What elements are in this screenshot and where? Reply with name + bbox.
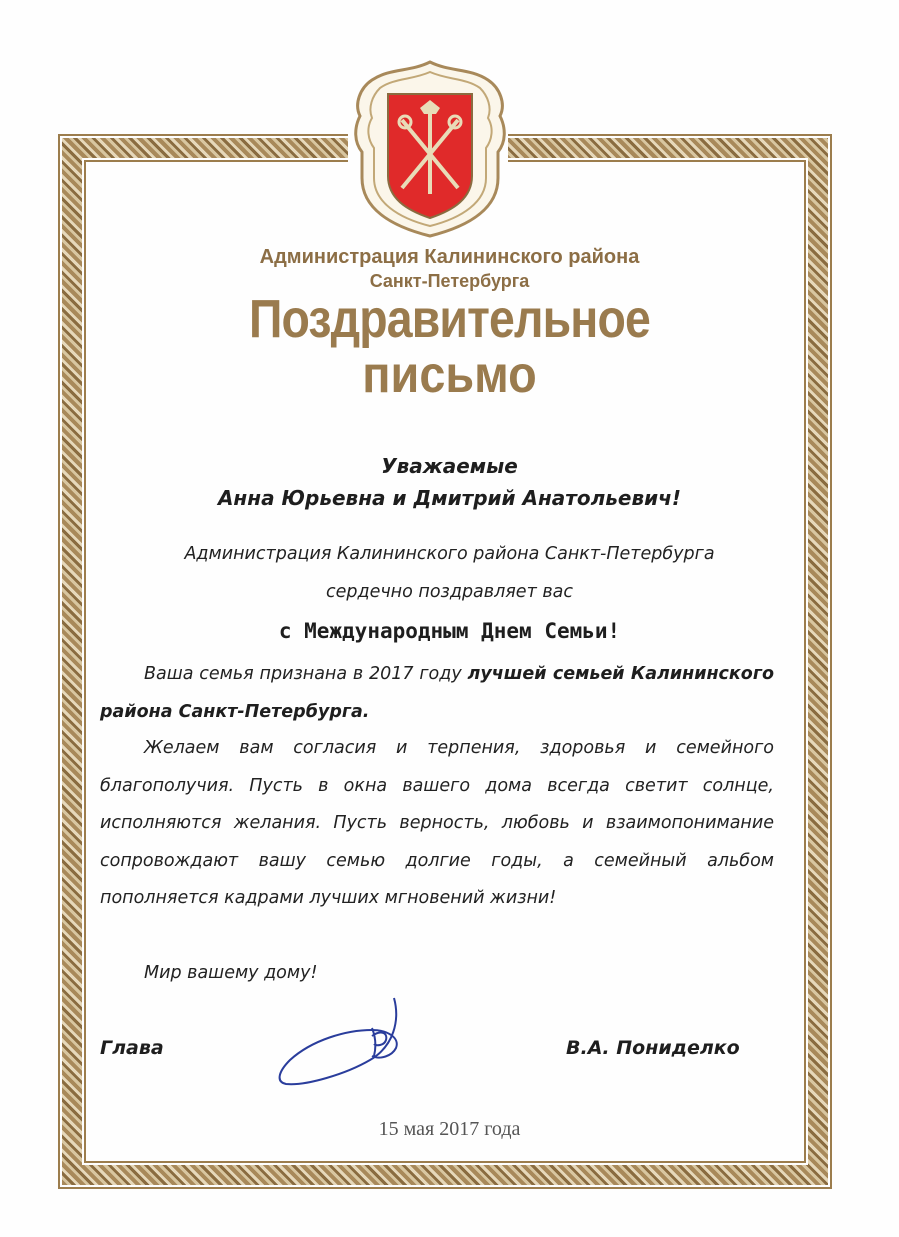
paragraph-wishes: Желаем вам согласия и терпения, здоровья и семейного благополучия. Пусть в окна вашего дома всегда светит солнце, исполняются желания. Пусть верность, любовь и взаимопонимание сопровождают вашу семью долгие годы, а семейный альбом пополняется кадрами лучших мгновений жизни! — [100, 738, 774, 908]
paragraph-recognition — [100, 656, 774, 731]
intro-line-2: сердечно поздравляет вас — [325, 582, 573, 602]
paragraph-recognition-bold: лучшей семьей Калининского района Санкт-Петербурга. — [100, 664, 774, 722]
paragraph-recognition-text: Ваша семья признана в 2017 году — [144, 664, 468, 684]
closing-line: Мир вашему дому! — [144, 963, 318, 983]
greeting-line-1: Уважаемые — [381, 454, 518, 478]
organization-line-2: Санкт-Петербурга — [369, 271, 530, 291]
signatory-position: Глава — [100, 1037, 164, 1059]
occasion-heading: с Международным Днем Семьи! — [278, 619, 621, 643]
coat-of-arms-icon — [350, 58, 510, 240]
title-line-2: письмо — [362, 346, 537, 404]
organization-line-1: Администрация Калининского района — [259, 246, 640, 268]
greeting-line-2: Анна Юрьевна и Дмитрий Анатольевич! — [217, 486, 682, 510]
handwritten-signature-icon — [276, 990, 426, 1096]
intro-line-1: Администрация Калининского района Санкт-Петербурга — [184, 544, 715, 564]
title-line-1: Поздравительное — [249, 289, 650, 349]
issue-date: 15 мая 2017 года — [378, 1118, 521, 1140]
signatory-name: В.А. Пониделко — [566, 1037, 740, 1059]
